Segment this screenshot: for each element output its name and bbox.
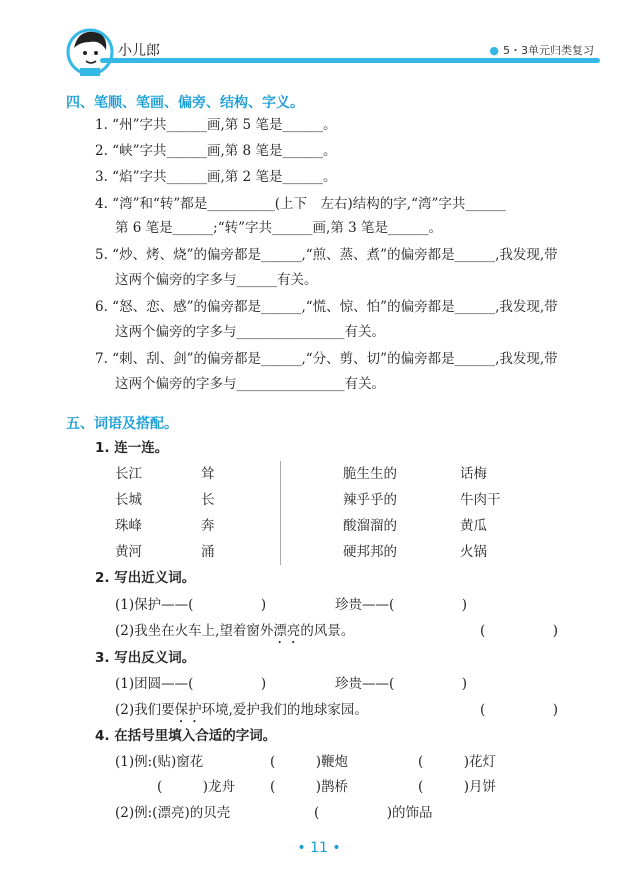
sub1-title: 1. 连一连。 [95,440,169,456]
left-word-2: 长城 [115,492,142,508]
left-word-1: 长江 [115,466,142,482]
synonym-sentence: (2)我坐在火车上,望着窗外漂亮的风景。 [115,623,355,639]
q3: 3. “焰”字共______画,第 2 笔是______。 [95,169,337,185]
right-adj-4: 硬邦邦的 [343,544,397,560]
sub3-title: 3. 写出反义词。 [95,650,196,666]
synonym-answer-paren: ( ) [480,623,559,639]
antonym-sentence: (2)我们要保护环境,爱护我们的地球家园。 [115,702,368,718]
divider [280,461,281,565]
marked-word: 漂亮 [273,623,301,639]
right-noun-3: 黄瓜 [460,518,487,534]
fill-2-c: ( )月饼 [418,779,497,795]
header-bar [100,58,600,63]
right-adj-3: 酸溜溜的 [343,518,397,534]
q6-line2: 这两个偏旁的字多与________________有关。 [115,324,385,340]
q6-line1: 6. “怒、恋、感”的偏旁都是______,“慌、惊、怕”的偏旁都是______,我发现,带 [95,299,558,315]
q7-line2: 这两个偏旁的字多与________________有关。 [115,376,385,392]
marked-word: 保护 [174,702,202,718]
bullet-icon: ● [489,44,499,57]
q2: 2. “峡”字共______画,第 8 笔是______。 [95,143,337,159]
synonym-1: (1)保护——( ) [115,597,267,613]
antonym-answer-paren: ( ) [480,702,559,718]
right-noun-4: 火锅 [460,544,487,560]
left-verb-4: 涌 [201,544,215,560]
fill-3-example: (2)例:(漂亮)的贝壳 [115,805,231,821]
q4-line1: 4. “湾”和“转”都是__________(上下 左右)结构的字,“湾”字共______ [95,196,506,212]
right-adj-2: 辣乎乎的 [343,492,397,508]
sub2-title: 2. 写出近义词。 [95,570,196,586]
right-noun-2: 牛肉干 [460,492,501,508]
synonym-2: 珍贵——( ) [335,597,468,613]
q4-line2: 第 6 笔是______;“转”字共______画,第 3 笔是______。 [115,220,442,236]
right-adj-1: 脆生生的 [343,466,397,482]
left-verb-1: 耸 [201,466,215,482]
antonym-1: (1)团圆——( ) [115,676,267,692]
brand-name: 小儿郎 [118,43,160,59]
q7-line1: 7. “刺、刮、剑”的偏旁都是______,“分、剪、切”的偏旁都是______,我发现,带 [95,351,558,367]
section5-title: 五、词语及搭配。 [66,416,178,432]
section4-title: 四、笔顺、笔画、偏旁、结构、字义。 [66,95,304,111]
page-header [0,0,638,80]
antonym-2: 珍贵——( ) [335,676,468,692]
fill-2-a: ( )龙舟 [157,779,236,795]
left-word-4: 黄河 [115,544,142,560]
unit-tag: ● 5・3单元归类复习 [489,44,594,57]
fill-3-b: ( )的饰品 [314,805,433,821]
fill-1-b: ( )鞭炮 [270,754,349,770]
q5-line2: 这两个偏旁的字多与______有关。 [115,272,318,288]
q5-line1: 5. “炒、烤、烧”的偏旁都是______,“煎、蒸、煮”的偏旁都是______,我发现,带 [95,247,558,263]
q1: 1. “州”字共______画,第 5 笔是______。 [95,117,337,133]
right-noun-1: 话梅 [460,466,487,482]
page-number: • 11 • [297,840,341,856]
boy-mascot-icon [66,26,114,78]
sub4-title: 4. 在括号里填入合适的字词。 [95,728,277,744]
fill-1-c: ( )花灯 [418,754,497,770]
left-word-3: 珠峰 [115,518,142,534]
fill-2-b: ( )鹊桥 [270,779,349,795]
left-verb-3: 奔 [201,518,215,534]
left-verb-2: 长 [201,492,215,508]
fill-1-example: (1)例:(贴)窗花 [115,754,204,770]
